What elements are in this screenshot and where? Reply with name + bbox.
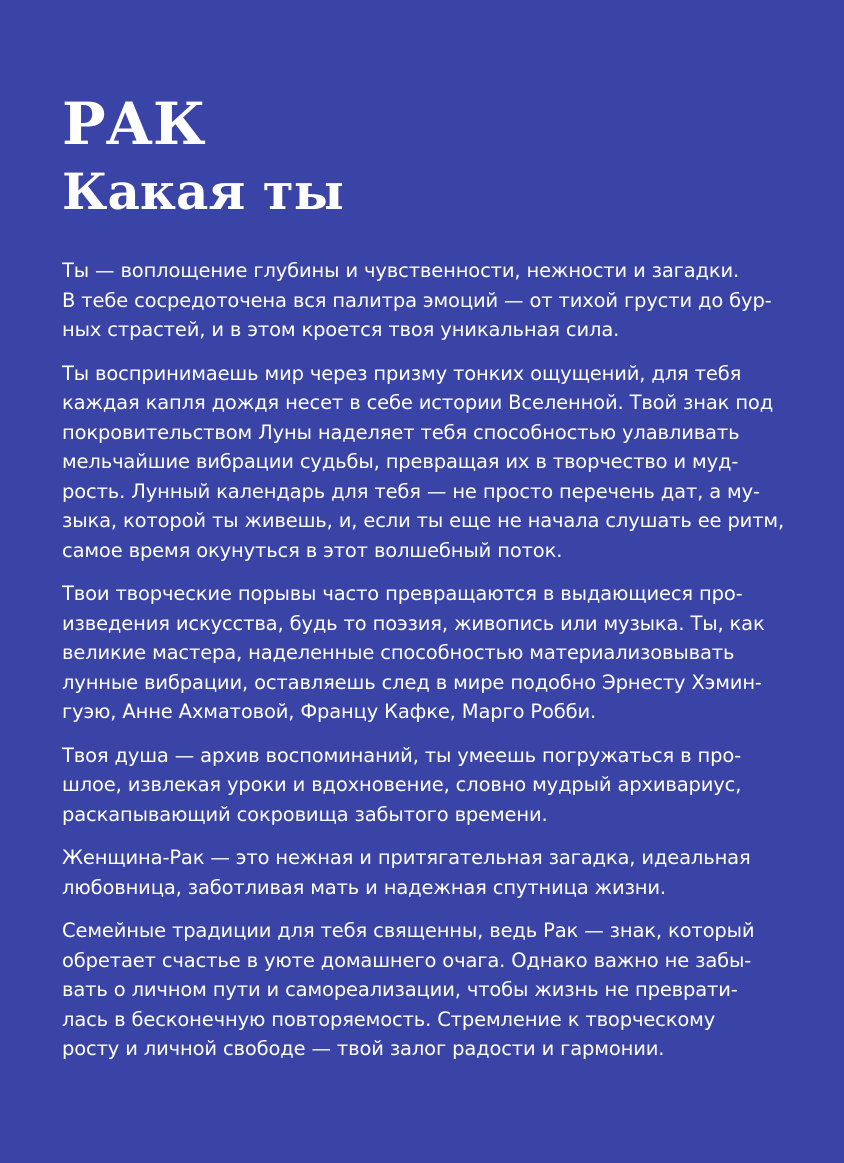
page-subtitle: Какая ты — [62, 162, 344, 221]
text-line: гуэю, Анне Ахматовой, Францу Кафке, Марго Робби. — [62, 700, 597, 723]
text-line: великие мастера, наделенные способностью материализовывать — [62, 641, 735, 664]
text-line: Ты воспринимаешь мир через призму тонких ощущений, для тебя — [62, 361, 742, 385]
text-line: любовница, заботливая мать и надежная спутница жизни. — [62, 875, 666, 899]
paragraph-3 — [62, 579, 782, 727]
text-line: каждая капля дождя несет в себе истории Вселенной. Твой знак под — [62, 391, 774, 414]
text-line: зыка, которой ты живешь, и, если ты еще не начала слушать ее ритм, — [62, 509, 785, 532]
text-line: росту и личной свободе — твой залог радости и гармонии. — [62, 1037, 665, 1060]
text-line: В тебе сосредоточена вся палитра эмоций — от тихой грусти до бур- — [62, 288, 772, 312]
text-line: изведения искусства, будь то поэзия, живопись или музыка. Ты, как — [62, 611, 765, 635]
text-line: раскапывающий сокровища забытого времени. — [62, 802, 548, 826]
text-line: Женщина-Рак — это нежная и притягательная загадка, идеальная — [62, 846, 751, 869]
text-line: Семейные традиции для тебя священны, ведь Рак — знак, который — [62, 919, 755, 942]
paragraph-6 — [62, 916, 782, 1064]
text-line: Твоя душа — архив воспоминаний, ты умеешь погружаться в про- — [62, 743, 741, 767]
paragraph-2 — [62, 359, 785, 566]
text-line: рость. Лунный календарь для тебя — не просто перечень дат, а му- — [62, 479, 760, 503]
paragraph-5 — [62, 843, 782, 902]
body-text — [62, 256, 785, 1078]
text-line: ных страстей, и в этом кроется твоя уникальная сила. — [62, 318, 620, 341]
text-line: лась в бесконечную повторяемость. Стремление к творческому — [62, 1007, 716, 1031]
text-line: вать о личном пути и самореализации, чтобы жизнь не преврати- — [62, 978, 738, 1001]
text-line: обретает счастье в уюте домашнего очага. Однако важно не забы- — [62, 948, 752, 972]
text-line: покровительством Луны наделяет тебя способностью улавливать — [62, 420, 740, 444]
text-line: самое время окунуться в этот волшебный поток. — [62, 538, 563, 562]
paragraph-1 — [62, 256, 782, 345]
page-title: РАК — [62, 90, 206, 158]
text-line: Твои творческие порывы часто превращаются в выдающиеся про- — [62, 582, 743, 605]
text-line: шлое, извлекая уроки и вдохновение, словно мудрый архивариус, — [62, 773, 742, 796]
paragraph-4 — [62, 741, 782, 830]
text-line: мельчайшие вибрации судьбы, превращая их в творчество и муд- — [62, 450, 739, 473]
text-line: Ты — воплощение глубины и чувственности, нежности и загадки. — [62, 259, 740, 282]
text-line: лунные вибрации, оставляешь след в мире подобно Эрнесту Хэмин- — [62, 670, 762, 694]
title-block — [62, 88, 782, 224]
